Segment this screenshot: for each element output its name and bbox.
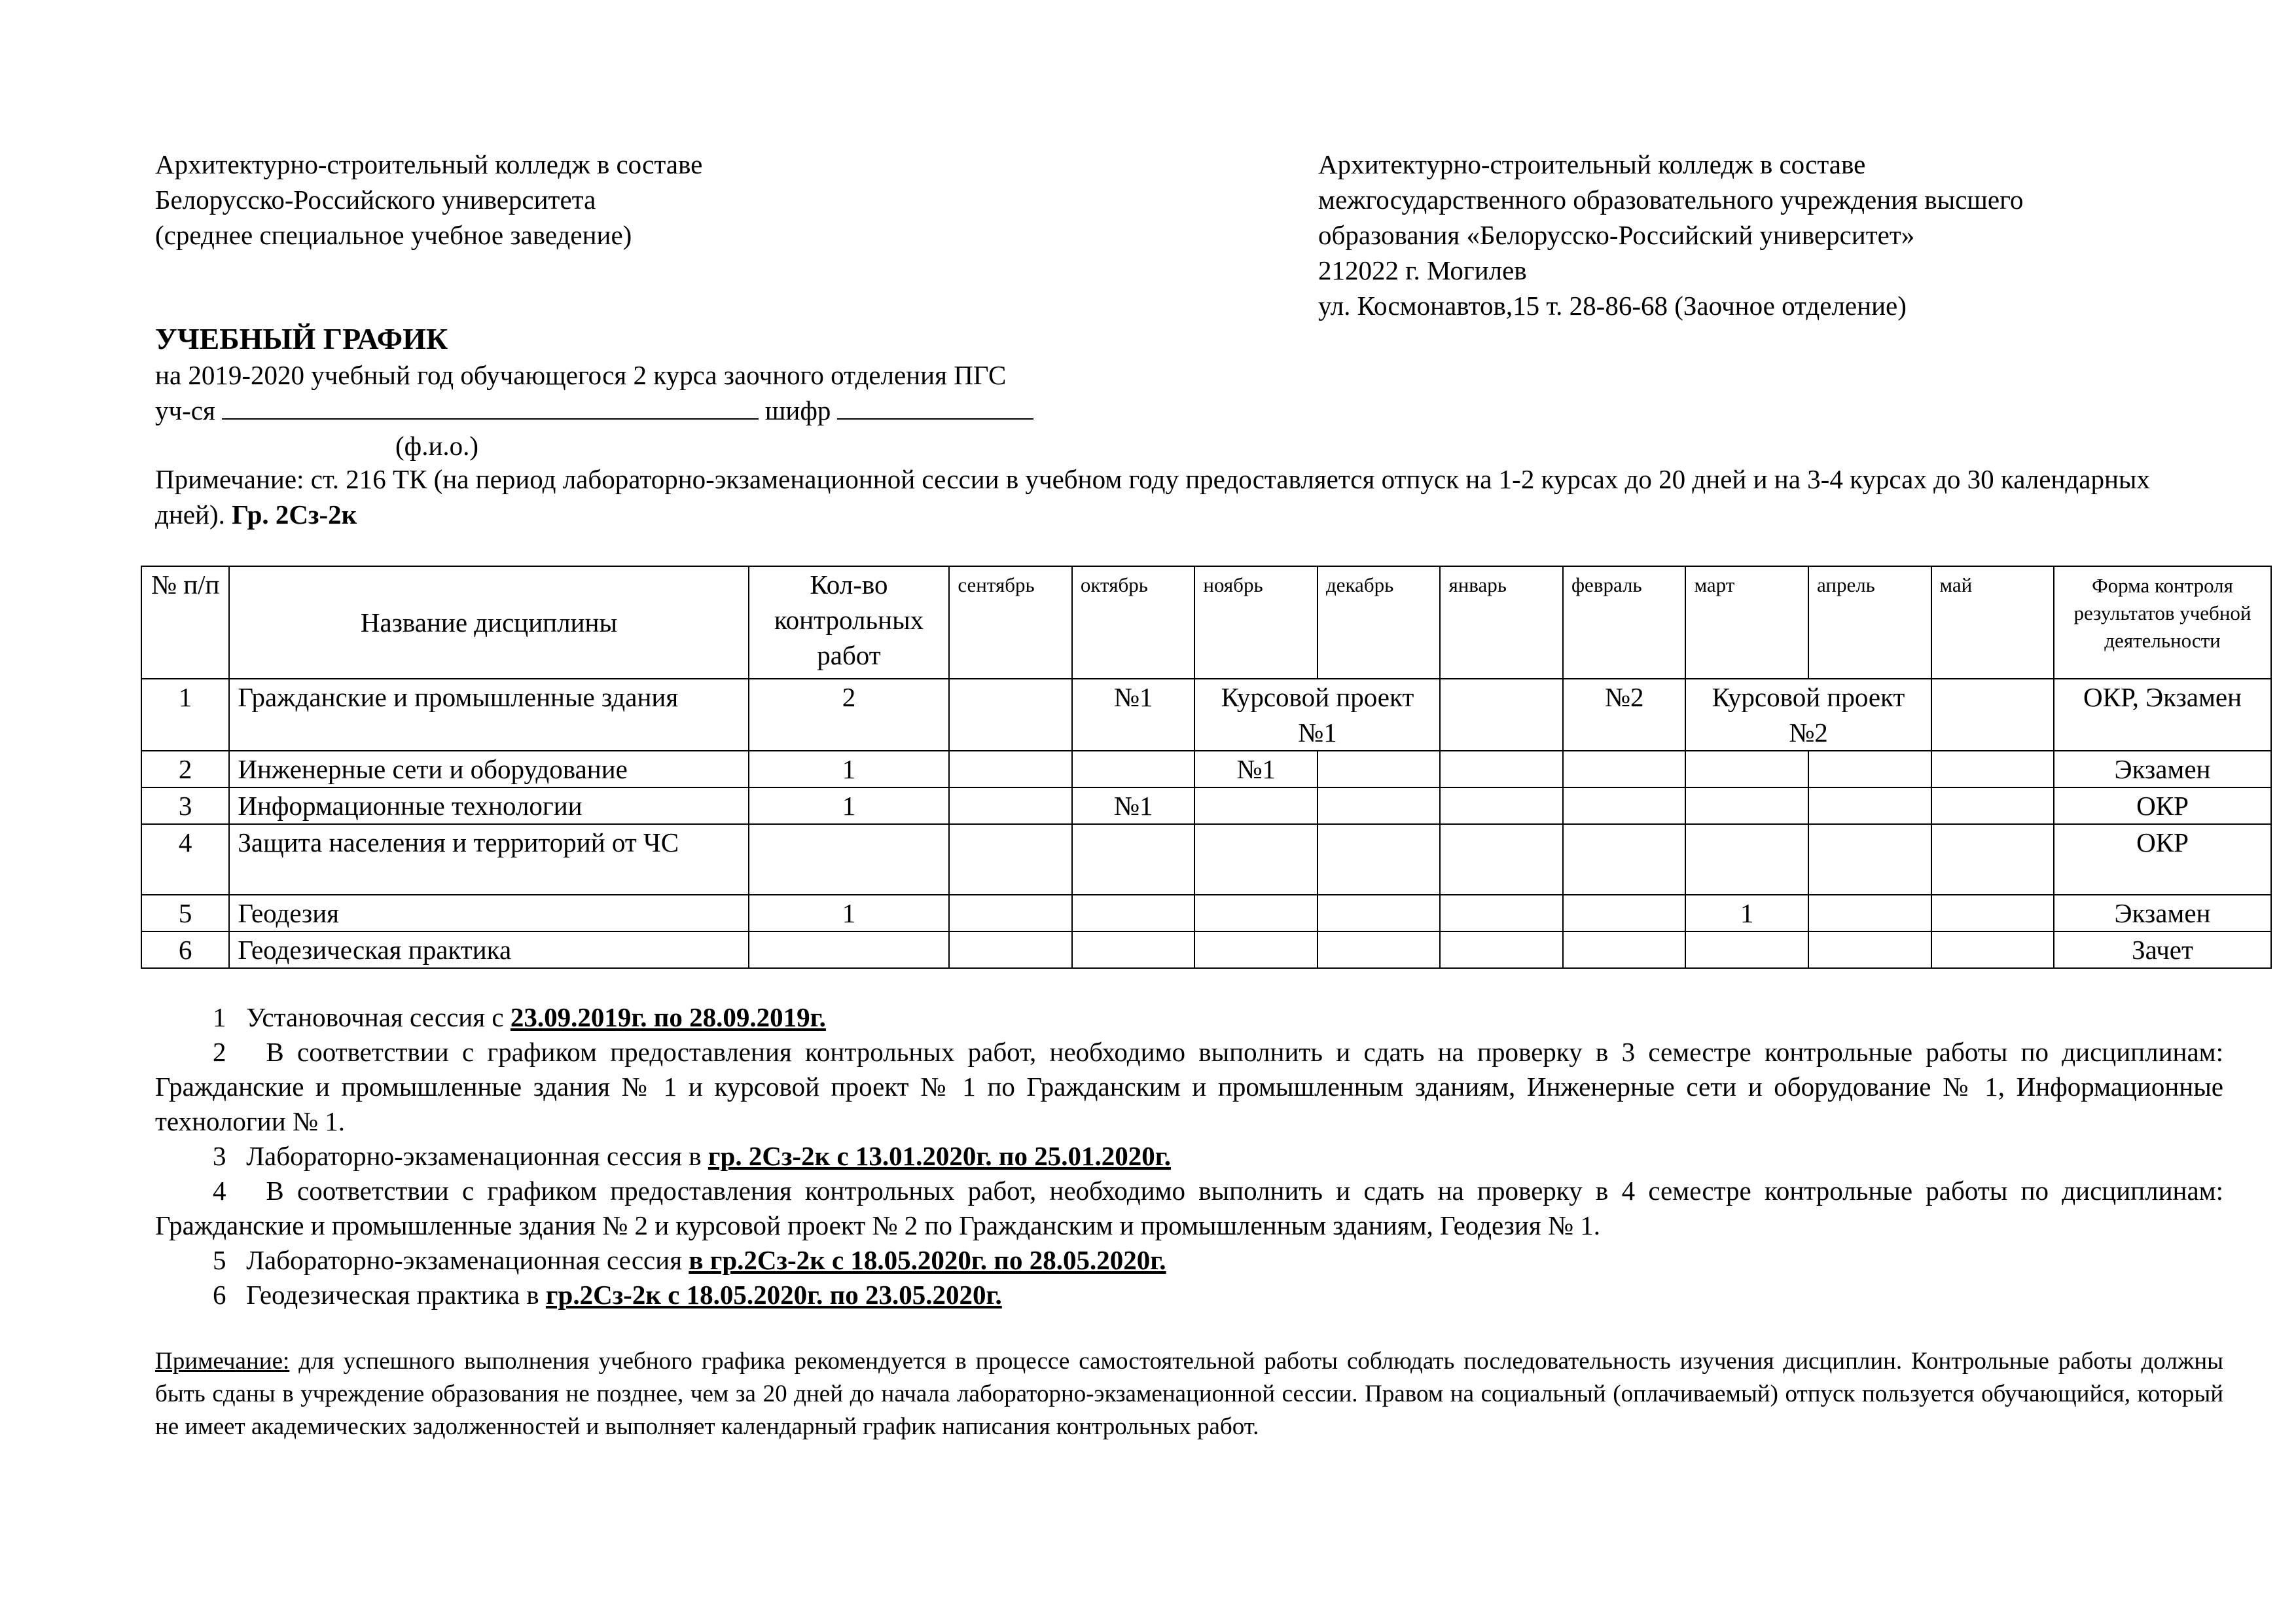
cell-mar bbox=[1685, 751, 1808, 787]
sessions-list bbox=[155, 1000, 2223, 1312]
student-name-blank bbox=[222, 399, 759, 420]
item-text: В соответствии с графиком предоставления контрольных работ, необходимо выполнить и сдать на проверку в 3 семестре контрольные работы по дисциплинам: Гражданские и промышленные здания № 1 и курсовой проект № 1 по Гражданским и промышленным зданиям, Инженерные сети и оборудование № 1, Информационные технологии № 1. bbox=[155, 1037, 2223, 1136]
header-right-line: образования «Белорусско-Российский университет» bbox=[1318, 220, 1915, 250]
header-left-line: (среднее специальное учебное заведение) bbox=[155, 220, 632, 250]
cell-mar bbox=[1685, 787, 1808, 824]
item-number: 2 bbox=[213, 1037, 226, 1067]
cell-feb bbox=[1563, 751, 1686, 787]
item-text: Установочная сессия с bbox=[246, 1002, 504, 1032]
item-dates: гр.2Сз-2к с 18.05.2020г. по 23.05.2020г. bbox=[545, 1280, 1002, 1310]
cell-nov bbox=[1194, 824, 1318, 895]
cell-dec bbox=[1318, 931, 1441, 968]
student-label: уч-ся bbox=[155, 395, 215, 425]
header-right-line: ул. Космонавтов,15 т. 28-86-68 (Заочное отделение) bbox=[1318, 291, 1907, 321]
cell-dec bbox=[1318, 824, 1441, 895]
cell-mar bbox=[1685, 931, 1808, 968]
col-header-month: март bbox=[1685, 566, 1808, 679]
row-count: 2 bbox=[749, 679, 950, 751]
cell-apr bbox=[1808, 895, 1931, 931]
item-number: 3 bbox=[213, 1141, 226, 1171]
cell-feb bbox=[1563, 931, 1686, 968]
cell-may bbox=[1931, 824, 2054, 895]
item-text: Лабораторно-экзаменационная сессия bbox=[246, 1245, 683, 1275]
cell-jan bbox=[1440, 824, 1563, 895]
cell-apr bbox=[1808, 751, 1931, 787]
cell-mar: 1 bbox=[1685, 895, 1808, 931]
row-discipline: Геодезия bbox=[229, 895, 748, 931]
cell-nov bbox=[1194, 931, 1318, 968]
cell-jan bbox=[1440, 895, 1563, 931]
cell-jan bbox=[1440, 787, 1563, 824]
col-header-month: январь bbox=[1440, 566, 1563, 679]
fio-caption: (ф.и.о.) bbox=[395, 431, 479, 461]
item-dates: гр. 2Сз-2к с 13.01.2020г. по 25.01.2020г. bbox=[708, 1141, 1172, 1171]
row-num: 1 bbox=[141, 679, 229, 751]
col-header-month: февраль bbox=[1563, 566, 1686, 679]
cipher-label: шифр bbox=[764, 395, 831, 425]
row-num: 2 bbox=[141, 751, 229, 787]
row-discipline: Геодезическая практика bbox=[229, 931, 748, 968]
cell-dec bbox=[1318, 895, 1441, 931]
cell-nov bbox=[1194, 895, 1318, 931]
item-text: Геодезическая практика в bbox=[246, 1280, 539, 1310]
row-discipline: Информационные технологии bbox=[229, 787, 748, 824]
item-text: В соответствии с графиком предоставления контрольных работ, необходимо выполнить и сдать на проверку в 4 семестре контрольные работы по дисциплинам: Гражданские и промышленные здания № 2 и курсовой проект № 2 по Гражданским и промышленным зданиям, Геодезия № 1. bbox=[155, 1176, 2223, 1240]
table-row bbox=[141, 824, 2271, 895]
row-count bbox=[749, 824, 950, 895]
table-header-row bbox=[141, 566, 2271, 679]
header-right-line: межгосударственного образовательного учреждения высшего bbox=[1318, 185, 2024, 215]
cipher-blank bbox=[837, 399, 1033, 420]
table-row bbox=[141, 931, 2271, 968]
cell-sep bbox=[949, 931, 1072, 968]
top-note-text: Примечание: ст. 216 ТК (на период лабораторно-экзаменационной сессии в учебном году предоставляется отпуск на 1-2 курсах до 20 дней и на 3-4 курсах до 30 календарных дней). bbox=[155, 464, 2150, 530]
cell-feb bbox=[1563, 895, 1686, 931]
bottom-note-text: для успешного выполнения учебного графика рекомендуется в процессе самостоятельной работы соблюдать последовательность изучения дисциплин. Контрольные работы должны быть сданы в учреждение образования не позднее, чем за 20 дней до начала лабораторно-экзаменационной сессии. Правом на социальный (оплачиваемый) отпуск пользуется обучающийся, который не имеет академических задолженностей и выполняет календарный график написания контрольных работ. bbox=[155, 1348, 2224, 1440]
header-right-line: 212022 г. Могилев bbox=[1318, 255, 1527, 285]
item-text: Лабораторно-экзаменационная сессия в bbox=[246, 1141, 702, 1171]
cell-mar-apr: Курсовой проект №2 bbox=[1685, 679, 1931, 751]
cell-apr bbox=[1808, 931, 1931, 968]
row-count bbox=[749, 931, 950, 968]
col-header-month: сентябрь bbox=[949, 566, 1072, 679]
header-right-line: Архитектурно-строительный колледж в составе bbox=[1318, 149, 1866, 179]
row-form: ОКР bbox=[2054, 824, 2271, 895]
col-header-month: май bbox=[1931, 566, 2054, 679]
cell-jan bbox=[1440, 679, 1563, 751]
cell-jan bbox=[1440, 751, 1563, 787]
document-subtitle: на 2019-2020 учебный год обучающегося 2 курса заочного отделения ПГС bbox=[155, 360, 1007, 390]
item-dates: в гр.2Сз-2к с 18.05.2020г. по 28.05.2020г. bbox=[689, 1245, 1166, 1275]
list-item bbox=[155, 1243, 2223, 1278]
list-item bbox=[155, 1174, 2223, 1243]
cell-feb bbox=[1563, 787, 1686, 824]
cell-may bbox=[1931, 895, 2054, 931]
cell-mar bbox=[1685, 824, 1808, 895]
cell-oct bbox=[1072, 931, 1195, 968]
table-row bbox=[141, 895, 2271, 931]
table-row bbox=[141, 751, 2271, 787]
header-left-line: Архитектурно-строительный колледж в составе bbox=[155, 149, 703, 179]
row-discipline: Гражданские и промышленные здания bbox=[229, 679, 748, 751]
cell-dec bbox=[1318, 751, 1441, 787]
col-header-num: № п/п bbox=[141, 566, 229, 679]
col-header-count: Кол-во контрольных работ bbox=[749, 566, 950, 679]
schedule-table bbox=[141, 566, 2272, 969]
col-header-month: ноябрь bbox=[1194, 566, 1318, 679]
row-count: 1 bbox=[749, 751, 950, 787]
row-discipline: Защита населения и территорий от ЧС bbox=[229, 824, 748, 895]
table-row bbox=[141, 787, 2271, 824]
header-left-line: Белорусско-Российского университета bbox=[155, 185, 596, 215]
top-note bbox=[155, 461, 2223, 532]
cell-oct bbox=[1072, 895, 1195, 931]
cell-may bbox=[1931, 679, 2054, 751]
item-number: 5 bbox=[213, 1245, 226, 1275]
cell-may bbox=[1931, 931, 2054, 968]
cell-may bbox=[1931, 787, 2054, 824]
col-header-month: декабрь bbox=[1318, 566, 1441, 679]
table-row bbox=[141, 679, 2271, 751]
row-count: 1 bbox=[749, 895, 950, 931]
cell-dec bbox=[1318, 787, 1441, 824]
college-header-left bbox=[155, 147, 702, 253]
list-item bbox=[155, 1139, 2223, 1174]
cell-apr bbox=[1808, 787, 1931, 824]
row-num: 4 bbox=[141, 824, 229, 895]
cell-oct: №1 bbox=[1072, 679, 1195, 751]
cell-sep bbox=[949, 787, 1072, 824]
cell-nov-dec: Курсовой проект №1 bbox=[1194, 679, 1440, 751]
bottom-note-label: Примечание: bbox=[155, 1348, 290, 1375]
document-title: УЧЕБНЫЙ ГРАФИК bbox=[155, 322, 448, 355]
list-item bbox=[155, 1278, 2223, 1312]
col-header-form: Форма контроля результатов учебной деятельности bbox=[2054, 566, 2271, 679]
row-form: Экзамен bbox=[2054, 751, 2271, 787]
cell-jan bbox=[1440, 931, 1563, 968]
bottom-note bbox=[155, 1345, 2223, 1443]
cell-sep bbox=[949, 679, 1072, 751]
row-count: 1 bbox=[749, 787, 950, 824]
student-line bbox=[155, 393, 1033, 428]
cell-sep bbox=[949, 751, 1072, 787]
row-num: 6 bbox=[141, 931, 229, 968]
college-header-right bbox=[1318, 147, 2023, 323]
list-item bbox=[155, 1000, 2223, 1035]
col-header-discipline: Название дисциплины bbox=[229, 566, 748, 679]
row-num: 3 bbox=[141, 787, 229, 824]
cell-oct bbox=[1072, 824, 1195, 895]
cell-nov: №1 bbox=[1194, 751, 1318, 787]
row-form: ОКР bbox=[2054, 787, 2271, 824]
row-form: ОКР, Экзамен bbox=[2054, 679, 2271, 751]
row-discipline: Инженерные сети и оборудование bbox=[229, 751, 748, 787]
col-header-month: апрель bbox=[1808, 566, 1931, 679]
cell-nov bbox=[1194, 787, 1318, 824]
cell-may bbox=[1931, 751, 2054, 787]
cell-oct: №1 bbox=[1072, 787, 1195, 824]
cell-feb bbox=[1563, 824, 1686, 895]
list-item bbox=[155, 1035, 2223, 1139]
item-number: 1 bbox=[213, 1002, 226, 1032]
cell-apr bbox=[1808, 824, 1931, 895]
row-form: Зачет bbox=[2054, 931, 2271, 968]
group-code: Гр. 2Сз-2к bbox=[232, 499, 357, 530]
item-number: 4 bbox=[213, 1176, 226, 1206]
item-number: 6 bbox=[213, 1280, 226, 1310]
cell-sep bbox=[949, 824, 1072, 895]
col-header-month: октябрь bbox=[1072, 566, 1195, 679]
row-num: 5 bbox=[141, 895, 229, 931]
cell-feb: №2 bbox=[1563, 679, 1686, 751]
cell-sep bbox=[949, 895, 1072, 931]
row-form: Экзамен bbox=[2054, 895, 2271, 931]
cell-oct bbox=[1072, 751, 1195, 787]
item-dates: 23.09.2019г. по 28.09.2019г. bbox=[510, 1002, 826, 1032]
